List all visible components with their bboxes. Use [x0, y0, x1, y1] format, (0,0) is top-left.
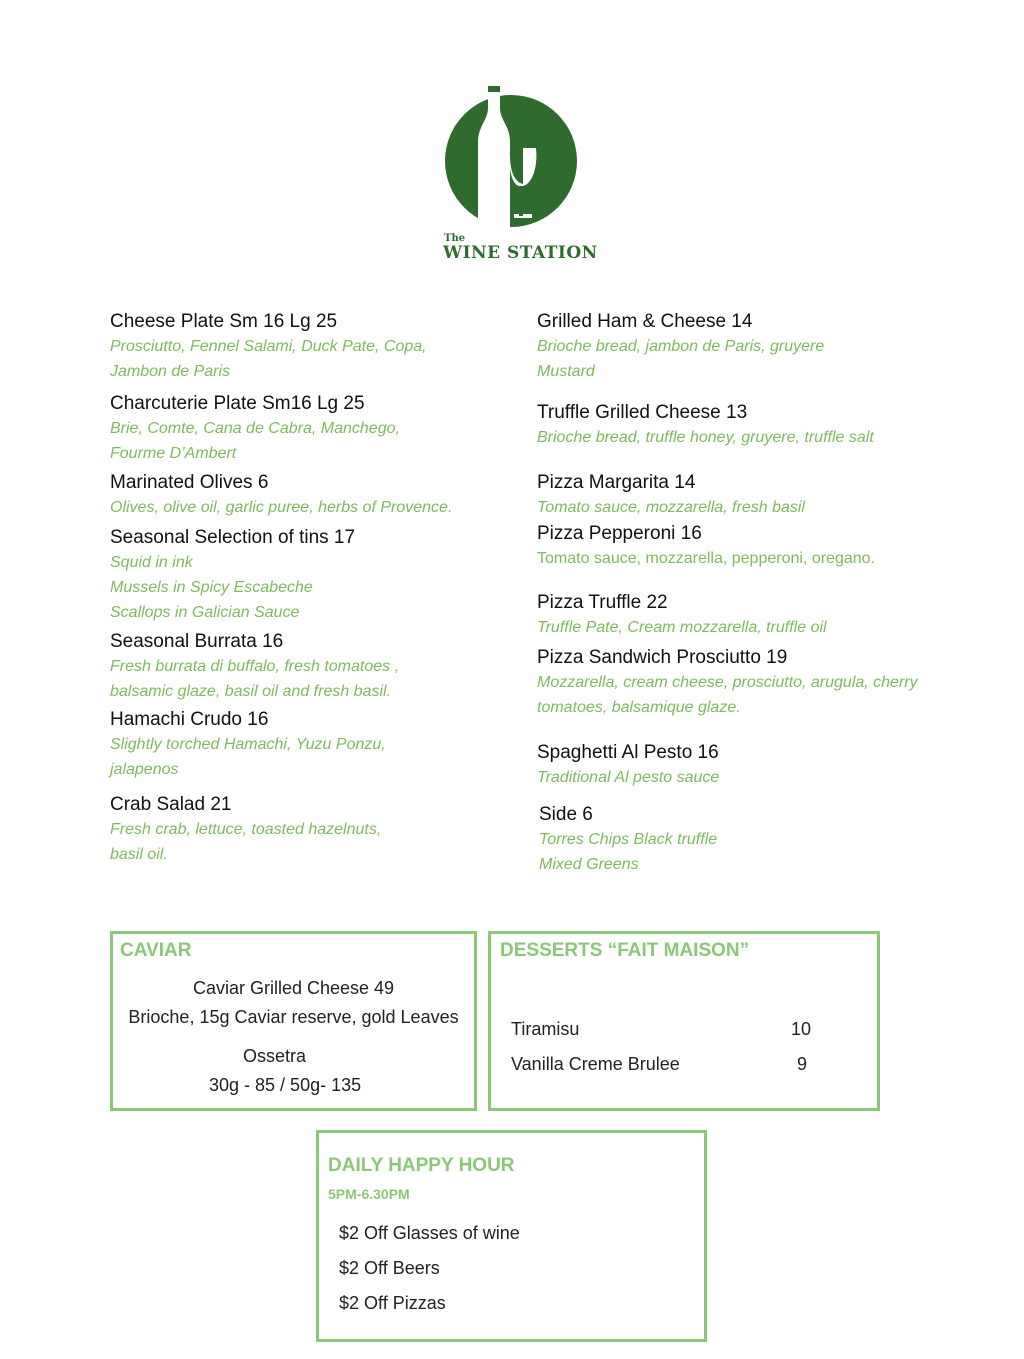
menu-item: [537, 741, 719, 790]
menu-item: [110, 310, 427, 384]
brand-the: The: [444, 233, 466, 244]
item-desc: Mussels in Spicy Escabeche: [110, 579, 313, 596]
brand-name: WINE STATION: [443, 243, 598, 263]
item-name: Pizza Margarita 14: [537, 472, 696, 493]
item-name: Pizza Pepperoni 16: [537, 523, 702, 544]
caviar-title: CAVIAR: [120, 940, 192, 961]
happy-hour-box: [316, 1130, 707, 1342]
item-desc: Torres Chips Black truffle: [539, 831, 718, 848]
item-name: Spaghetti Al Pesto 16: [537, 742, 719, 763]
item-desc: Brie, Comte, Cana de Cabra, Manchego,: [110, 420, 400, 437]
item-desc: Fresh burrata di buffalo, fresh tomatoes ,: [110, 658, 400, 675]
item-desc: Scallops in Galician Sauce: [110, 604, 300, 621]
caviar-box: [110, 931, 477, 1111]
item-desc: Brioche bread, truffle honey, gruyere, truffle salt: [537, 429, 874, 446]
menu-item: [539, 803, 717, 877]
item-desc: tomatoes, balsamique glaze.: [537, 699, 741, 716]
menu-item: [537, 522, 875, 571]
item-name: Pizza Truffle 22: [537, 592, 668, 613]
item-desc: Fresh crab, lettuce, toasted hazelnuts,: [110, 821, 382, 838]
happy-hour-title: DAILY HAPPY HOUR: [328, 1155, 515, 1176]
caviar-line: Brioche, 15g Caviar reserve, gold Leaves: [128, 1007, 459, 1027]
item-desc: balsamic glaze, basil oil and fresh basil.: [110, 683, 392, 700]
dessert-name: Vanilla Creme Brulee: [511, 1054, 680, 1074]
menu-item: [110, 471, 452, 520]
item-desc: Olives, olive oil, garlic puree, herbs of Provence.: [110, 499, 453, 516]
happy-hour-item: $2 Off Pizzas: [339, 1293, 446, 1313]
item-desc: Tomato sauce, mozzarella, fresh basil: [537, 499, 805, 516]
item-name: Marinated Olives 6: [110, 472, 269, 493]
menu-item: [110, 793, 381, 867]
item-name: Side 6: [539, 804, 593, 825]
menu-item: [110, 708, 386, 782]
item-desc: Mixed Greens: [539, 856, 639, 873]
happy-hour-item: $2 Off Glasses of wine: [339, 1223, 520, 1243]
caviar-line: 30g - 85 / 50g- 135: [209, 1075, 362, 1095]
menu-item: [537, 310, 824, 384]
item-desc: Mustard: [537, 363, 595, 380]
dessert-price: 9: [797, 1054, 808, 1074]
item-desc: basil oil.: [110, 846, 168, 863]
menu-item: [537, 471, 805, 520]
happy-hour-time: 5PM-6.30PM: [328, 1186, 410, 1202]
dessert-price: 10: [791, 1019, 812, 1039]
item-desc: Jambon de Paris: [110, 363, 231, 380]
menu-item: [537, 591, 827, 640]
item-name: Seasonal Burrata 16: [110, 631, 284, 652]
caviar-line: Ossetra: [243, 1046, 307, 1066]
menu-item: [537, 646, 918, 720]
item-name: Grilled Ham & Cheese 14: [537, 311, 753, 332]
desserts-title: DESSERTS “FAIT MAISON”: [500, 940, 750, 961]
item-name: Charcuterie Plate Sm16 Lg 25: [110, 393, 365, 414]
item-name: Hamachi Crudo 16: [110, 709, 269, 730]
happy-hour-item: $2 Off Beers: [339, 1258, 440, 1278]
item-desc: Brioche bread, jambon de Paris, gruyere: [537, 338, 825, 355]
item-desc: Slightly torched Hamachi, Yuzu Ponzu,: [110, 736, 386, 753]
menu-item: [537, 401, 874, 450]
item-desc: jalapenos: [110, 761, 179, 778]
item-desc: Mozzarella, cream cheese, prosciutto, arugula, cherry: [537, 674, 918, 691]
desserts-box: [488, 931, 880, 1111]
item-desc: Fourme D’Ambert: [110, 445, 237, 462]
item-desc: Prosciutto, Fennel Salami, Duck Pate, Copa,: [110, 338, 427, 355]
item-name: Crab Salad 21: [110, 794, 232, 815]
item-name: Truffle Grilled Cheese 13: [537, 402, 748, 423]
menu-item: [110, 630, 399, 704]
item-desc: Tomato sauce, mozzarella, pepperoni, oregano.: [537, 550, 875, 567]
item-desc: Squid in ink: [110, 554, 193, 571]
bottle-glass-icon: [440, 86, 590, 236]
dessert-name: Tiramisu: [511, 1019, 580, 1039]
item-name: Pizza Sandwich Prosciutto 19: [537, 647, 788, 668]
item-name: Cheese Plate Sm 16 Lg 25: [110, 311, 338, 332]
menu-item: [110, 526, 355, 625]
item-name: Seasonal Selection of tins 17: [110, 527, 356, 548]
item-desc: Truffle Pate, Cream mozzarella, truffle oil: [537, 619, 827, 636]
item-desc: Traditional Al pesto sauce: [537, 769, 720, 786]
menu-item: [110, 392, 400, 466]
caviar-line: Caviar Grilled Cheese 49: [192, 978, 395, 998]
